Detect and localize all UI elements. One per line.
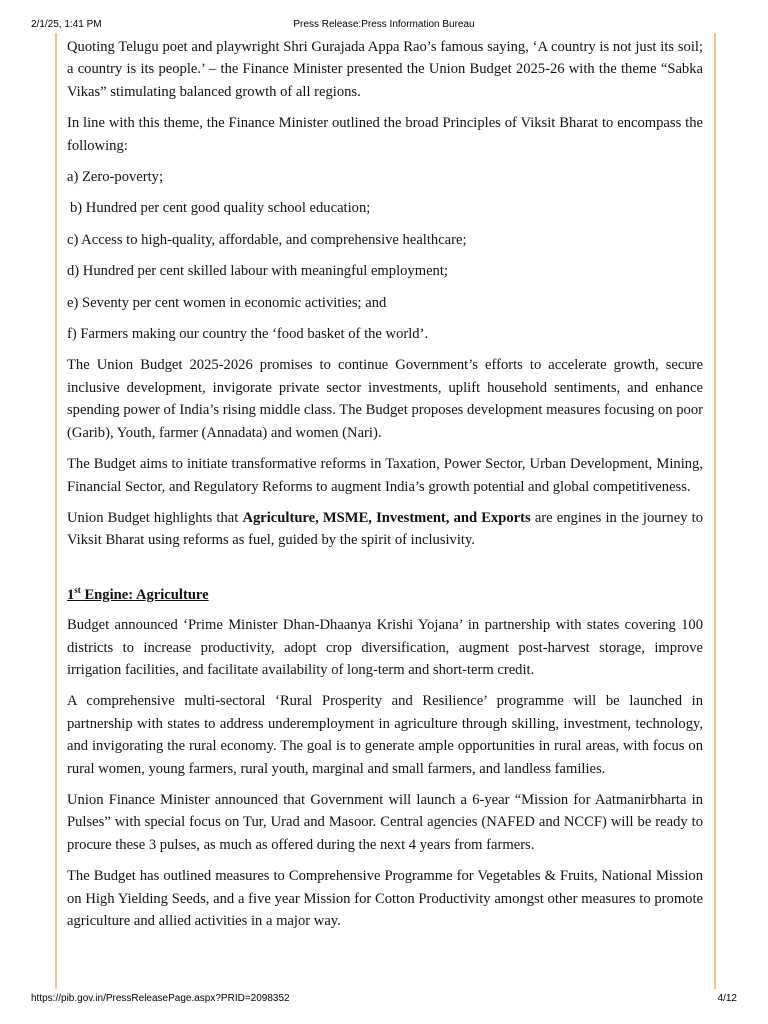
budget-promises-paragraph: The Union Budget 2025-2026 promises to continue Government’s efforts to accelerate growth, secure inclusive development, invigorate private sector investments, uplift household sentiments, and enhance spending power of India’s rising middle class. The Budget proposes development measures focusing on poor (Garib), Youth, farmer (Annadata) and women (Nari). bbox=[67, 357, 703, 441]
agriculture-paragraph: Union Finance Minister announced that Government will launch a 6-year “Mission for Aatmanirbharta in Pulses” with special focus on Tur, Urad and Masoor. Central agencies (NAFED and NCCF) will be ready to procure these 3 pulses, as much as offered during the next 4 years from farmers. bbox=[67, 791, 703, 853]
engines-text-pre: Union Budget highlights that bbox=[67, 509, 243, 526]
heading-text: Engine: Agriculture bbox=[80, 586, 209, 603]
heading-number: 1 bbox=[67, 586, 75, 603]
agriculture-paragraph: A comprehensive multi-sectoral ‘Rural Prosperity and Resilience’ programme will be launched in partnership with states to address underemployment in agriculture through skilling, investment, technology, and invigorating the rural economy. The goal is to generate ample opportunities in rural areas, with focus on rural women, young farmers, rural youth, marginal and small farmers, and landless families. bbox=[67, 693, 703, 777]
heading-ordinal-suffix: st bbox=[74, 584, 81, 595]
section-heading-agriculture bbox=[67, 584, 703, 606]
principle-item: b) Hundred per cent good quality school education; bbox=[70, 200, 371, 217]
principle-item: f) Farmers making our country the ‘food basket of the world’. bbox=[67, 326, 429, 343]
principles-paragraph: In line with this theme, the Finance Minister outlined the broad Principles of Viksit Bharat to encompass the following: bbox=[67, 115, 703, 154]
principle-item: d) Hundred per cent skilled labour with meaningful employment; bbox=[67, 263, 448, 280]
engines-text-post: are engines in the journey to Viksit Bharat using reforms as fuel, guided by the spirit of inclusivity. bbox=[67, 509, 703, 549]
engines-paragraph bbox=[67, 507, 703, 552]
page-number: 4/12 bbox=[717, 993, 737, 1004]
agriculture-paragraph: Budget announced ‘Prime Minister Dhan-Dhaanya Krishi Yojana’ in partnership with states covering 100 districts to increase productivity, adopt crop diversification, augment post-harvest storage, improve irrigation facilities, and facilitate availability of long-term and short-term credit. bbox=[67, 617, 703, 678]
engines-bold-text: Agriculture, MSME, Investment, and Exports bbox=[242, 509, 531, 526]
print-header bbox=[0, 19, 768, 33]
reforms-paragraph: The Budget aims to initiate transformative reforms in Taxation, Power Sector, Urban Development, Mining, Financial Sector, and Regulatory Reforms to augment India’s growth potential and global competitiveness. bbox=[67, 456, 703, 495]
print-datetime: 2/1/25, 1:41 PM bbox=[31, 19, 102, 30]
print-footer bbox=[0, 993, 768, 1007]
page-url: https://pib.gov.in/PressReleasePage.aspx?PRID=2098352 bbox=[31, 993, 290, 1004]
principle-item: e) Seventy per cent women in economic activities; and bbox=[67, 294, 387, 311]
press-release-body bbox=[67, 36, 703, 941]
print-page-title: Press Release:Press Information Bureau bbox=[293, 19, 475, 30]
agriculture-paragraph: The Budget has outlined measures to Comprehensive Programme for Vegetables & Fruits, National Mission on High Yielding Seeds, and a five year Mission for Cotton Productivity amongst other measures to promote agriculture and allied activities in a major way. bbox=[67, 868, 703, 929]
principle-item: c) Access to high-quality, affordable, and comprehensive healthcare; bbox=[67, 231, 467, 248]
intro-paragraph: Quoting Telugu poet and playwright Shri Gurajada Appa Rao’s famous saying, ‘A country is not just its soil; a country is its people.’ – the Finance Minister presented the Union Budget 2025-26 with the theme “Sabka Vikas” stimulating balanced growth of all regions. bbox=[67, 39, 703, 100]
principle-item: a) Zero-poverty; bbox=[67, 169, 164, 186]
